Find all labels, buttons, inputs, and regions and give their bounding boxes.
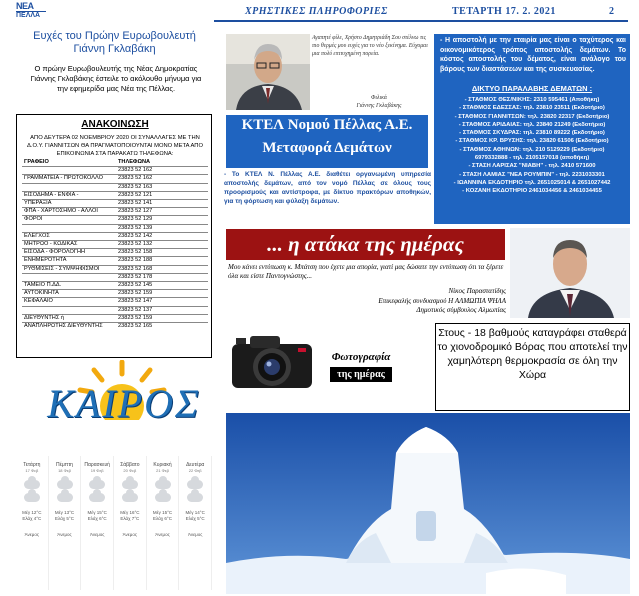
route-list-item: - ΣΤΑΣΗ ΛΑΡΙΣΑΣ "ΝΙΑΒΗ" - τηλ. 2410 571600 (468, 163, 596, 170)
wishes-body: Ο πρώην Ευρωβουλευτής της Νέας Δημοκρατίας Γιάννης Γκλαβάκης έστειλε το ακόλουθο μήνυμα για την εφημερίδα μας Νέα της Πέλλας. (30, 64, 202, 93)
phone-table-row (22, 200, 208, 208)
route-list-item: - ΣΤΑΘΜΟΣ ΑΡΙΔΑΙΑΣ: τηλ. 23840 21249 (Εκδοτήριο) (458, 121, 606, 128)
page-number: 2 (609, 6, 614, 17)
announcement-body: ΑΠΟ ΔΕΥΤΕΡΑ 02 ΝΟΕΜΒΡΙΟΥ 2020 ΟΙ ΣΥΝΑΛΛΑΓΕΣ ΜΕ ΤΗΝ Δ.Ο.Υ. ΓΙΑΝΝΙΤΣΩΝ ΘΑ ΠΡΑΓΜΑΤΟΠΟΙΟΥΝΤΑΙ ΜΟΝΟ ΜΕΤΑ ΑΠΟ ΕΠΙΚΟΙΝΩΝΙΑ ΣΤΑ ΠΑΡΑΚΑΤΩ ΤΗΛΕΦΩΝΑ: (26, 135, 204, 157)
office-cell (22, 167, 116, 175)
forecast-low: Ελάχ 6°C (153, 516, 172, 521)
forecast-temps (186, 510, 205, 522)
forecast-high: Μέγ 16°C (120, 510, 140, 515)
forecast-high: Μέγ 15°C (152, 510, 173, 515)
phone-table-row (22, 265, 208, 273)
forecast-low: Ελάχ 5°C (55, 516, 74, 521)
office-cell: ΓΡΑΜΜΑΤΕΙΑ - ΠΡΩΤΟΚΟΛΛΟ (22, 175, 116, 183)
forecast-day-date: 17 Φεβ (25, 468, 39, 473)
forecast-day (179, 456, 212, 590)
forecast-day-name: Τετάρτη (23, 462, 41, 468)
forecast-strip (16, 456, 212, 590)
forecast-day (114, 456, 147, 590)
forecast-day-name: Δευτέρα (186, 462, 205, 468)
phone-table-row (22, 241, 208, 249)
phone-cell: 23823 52 158 (116, 249, 208, 257)
route-list-item: 6979332888 - τηλ. 2105157018 (αποθήκη) (474, 155, 590, 162)
phone-table-row (22, 314, 208, 322)
forecast-low: Ελάχ 6°C (87, 516, 107, 521)
wishes-title (22, 30, 207, 56)
logo-line1: ΝΕΑ (16, 1, 34, 11)
phone-table-row (22, 306, 208, 314)
forecast-day (147, 456, 180, 590)
office-cell: ΑΝΑΠΛΗΡΩΤΗΣ ΔΙΕΥΘΥΝΤΗΣ (22, 323, 116, 331)
cloud-icon (187, 493, 203, 502)
phone-table-row (22, 167, 208, 175)
route-list-item: - ΣΤΑΘΜΟΣ ΑΘΗΝΩΝ: τηλ. 210 5129229 (Εκδοτήριο) (459, 146, 605, 153)
phone-table-row (22, 224, 208, 232)
forecast-day-name: Σάββατο (120, 462, 140, 468)
section-title: ΧΡΗΣΤΙΚΕΣ ΠΛΗΡΟΦΟΡΙΕΣ (245, 6, 388, 17)
forecast-wind-label: Άνεμος (155, 532, 170, 537)
office-cell: ΥΠΕΡΑΞΙΑ (22, 200, 116, 208)
forecast-temps (22, 510, 41, 522)
cloud-icon (187, 480, 203, 489)
forecast-day-name: Κυριακή (153, 462, 172, 468)
phone-table-row (22, 191, 208, 199)
phone-cell: 23823 52 162 (116, 167, 208, 175)
phone-cell: 23823 52 127 (116, 208, 208, 216)
phone-table-row (22, 282, 208, 290)
forecast-low: Ελάχ 4°C (22, 516, 42, 521)
forecast-high: Μέγ 13°C (54, 510, 75, 515)
office-column-header: ΓΡΑΦΕΙΟ (24, 159, 49, 165)
forecast-temps (88, 510, 107, 522)
phone-table-row (22, 323, 208, 331)
phone-cell: 23823 52 142 (116, 232, 208, 240)
phone-cell: 23823 52 159 (116, 314, 208, 322)
signature-line2: Γιάννης Γκλαβάκης (356, 103, 402, 109)
forecast-day (81, 456, 114, 590)
office-cell (22, 183, 116, 191)
route-list-item: - ΣΤΑΘΜΟΣ ΕΔΕΣΣΑΣ: τηλ. 23810 23511 (Εκδοτήριο) (459, 105, 605, 112)
phone-cell: 23823 52 132 (116, 241, 208, 249)
ktel-title: ΚΤΕΛ Νομού Πέλλας Α.Ε. (241, 117, 413, 133)
forecast-day-date: 20 Φεβ (123, 468, 137, 473)
forecast-day-name: Παρασκευή (84, 462, 110, 468)
forecast-temps (120, 510, 139, 522)
office-cell: ΑΥΤΟΚΙΝΗΤΑ (22, 290, 116, 298)
ataka-signature (300, 287, 506, 316)
office-cell: ΔΙΕΥΘΥΝΤΗΣ ή (22, 314, 116, 322)
phone-cell: 23823 52 168 (116, 265, 208, 273)
cloud-icon (24, 480, 40, 489)
office-cell: ΤΑΜΕΙΟ Π.ΔΔ. (22, 282, 116, 290)
cloud-icon (57, 493, 73, 502)
camera-icon (226, 328, 318, 392)
route-list-item: - ΣΤΑΘΜΟΣ ΚΡ. ΒΡΥΣΗΣ: τηλ. 23820 61506 (Εκδοτήριο) (455, 138, 609, 145)
forecast-day-date: 18 Φεβ (58, 468, 71, 473)
logo-line2: ΠΕΛΛΑ (16, 11, 46, 20)
phone-cell: 23823 52 163 (116, 183, 208, 191)
signature-line1: Φιλικά (371, 95, 387, 101)
newspaper-logo (16, 2, 46, 20)
route-list-item: - ΣΤΑΘΜΟΣ ΓΙΑΝΝΙΤΣΩΝ: τηλ. 23820 22317 (Εκδοτήριο) (454, 113, 610, 120)
route-list-item: - ΣΤΑΘΜΟΣ ΣΚΥΔΡΑΣ: τηλ. 23810 89222 (Εκδοτήριο) (459, 130, 605, 137)
phone-table-row (22, 175, 208, 183)
ataka-sign-role: Επικεφαλής συνδυασμού Η ΑΛΜΩΠΙΑ ΨΗΛΑ (378, 296, 506, 305)
phone-table-row (22, 257, 208, 265)
ktel-body: - Το ΚΤΕΛ Ν. Πέλλας Α.Ε. διαθέτει οργανωμένη υπηρεσία αποστολής δεμάτων, από τον νομό Πέλλας σε όλους τους προορισμούς και αντίστροφα, με δίκτυο πρακτόρων αποθηκών, για τη φόρτωση και φύλαξη δεμάτων. (224, 171, 431, 205)
office-cell: ΦΟΡΟΙ (22, 216, 116, 224)
phone-table-row (22, 249, 208, 257)
office-cell: ΦΠΑ - ΧΑΡΤΟΣΗΜΟ - ΑΛΛΟΙ (22, 208, 116, 216)
route-intro: - Η αποστολή με την εταιρία μας είναι ο ταχύτερος και οικονομικότερος τρόπος αποστολής δεμάτων. Το κόστος αποστολής του δέματος, είναι ανάλογο του βάρους των διαστάσεων και της συσκευασίας. (440, 37, 626, 73)
office-cell: ΕΛΕΓΧΟΣ (22, 232, 116, 240)
phone-cell: 23823 52 147 (116, 298, 208, 306)
cloud-icon (155, 493, 171, 502)
phone-cell: 23823 52 139 (116, 224, 208, 232)
forecast-day-date: 21 Φεβ (156, 468, 169, 473)
office-cell (22, 224, 116, 232)
forecast-day (16, 456, 49, 590)
forecast-high: Μέγ 14°C (185, 510, 205, 515)
forecast-day (49, 456, 82, 590)
forecast-wind-label: Άνεμος (24, 532, 40, 537)
ktel-subtitle: Μεταφορά Δεμάτων (262, 140, 392, 156)
forecast-temps (153, 510, 172, 522)
politician-photo (510, 228, 630, 318)
phone-table-row (22, 216, 208, 224)
phone-cell: 23823 52 162 (116, 175, 208, 183)
weather-widget (16, 360, 212, 592)
ataka-sign-office: Δημοτικός σύμβουλος Αλμωπίας (416, 306, 506, 314)
route-list-item: - ΣΤΑΘΜΟΣ ΘΕΣ/ΝΙΚΗΣ: 2310 595461 (Αποθήκη) (464, 97, 600, 103)
forecast-day-date: 19 Φεβ (90, 468, 104, 473)
phone-cell: 23823 52 188 (116, 257, 208, 265)
phone-cell: 23823 52 178 (116, 273, 208, 281)
wishes-title-line1: Ευχές του Πρώην Ευρωβουλευτή (33, 30, 196, 42)
phone-table-row (22, 298, 208, 306)
ataka-title: ... η ατάκα της ημέρας (267, 232, 464, 256)
route-list-item: - ΣΤΑΣΗ ΛΑΜΙΑΣ "ΝΕΑ ΡΟΥΜΠΙΝ" - τηλ. 2231033301 (459, 171, 605, 178)
phone-table-header (22, 159, 208, 167)
phone-cell: 23823 52 137 (116, 306, 208, 314)
forecast-wind-label: Άνεμος (122, 532, 138, 537)
announcement-title: ΑΝΑΚΟΙΝΩΣΗ (81, 119, 149, 130)
phone-column-header: ΤΗΛΕΦΩΝΑ (118, 159, 151, 165)
route-list (434, 96, 630, 196)
announcement-box (16, 114, 212, 358)
forecast-low: Ελάχ 5°C (185, 516, 205, 521)
cloud-icon (24, 493, 40, 502)
weather-title: ΚΑΙΡΟΣ (47, 381, 201, 426)
phone-table-row (22, 208, 208, 216)
office-cell (22, 306, 116, 314)
cold-record-text: Στους - 18 βαθμούς καταγράφει σταθερά το χιονοδρομικό Βόρας που αποτελεί την χαμηλότερη θερμοκρασία σε όλη την Χώρα (437, 327, 628, 381)
photo-day-subtitle: της ημέρας (330, 367, 392, 382)
phone-table-row (22, 290, 208, 298)
ataka-quote: Μου κάνει εντύπωση κ. Μπάτση που έχετε μια απορία, γιατί μας δώσατε την εντύπωση ότι τα ξέρετε όλα και είστε Παντογνώστης... (228, 263, 504, 280)
cloud-icon (122, 493, 138, 502)
snow-chapel-photo (226, 413, 630, 594)
forecast-wind-label: Άνεμος (89, 532, 105, 537)
phone-table-row (22, 273, 208, 281)
route-title: ΔΙΚΤΥΟ ΠΑΡΑΛΑΒΗΣ ΔΕΜΑΤΩΝ : (471, 84, 593, 93)
issue-date: ΤΕΤΑΡΤΗ 17. 2. 2021 (452, 6, 556, 17)
office-cell: ΕΝΗΜΕΡΟΤΗΤΑ (22, 257, 116, 265)
phone-cell: 23823 52 165 (116, 323, 208, 331)
wishes-title-line2: Γιάννη Γκλαβάκη (73, 43, 156, 55)
ataka-sign-name: Νίκος Παραστατίδης (448, 287, 506, 295)
office-cell: ΕΙΣΟΔΗΜΑ - ΕΝΦΙΑ - (22, 191, 116, 199)
phone-table (22, 159, 208, 330)
office-cell: ΚΕΦΑΛΑΙΟ (22, 298, 116, 306)
cloud-icon (89, 480, 105, 489)
glavakis-photo (226, 34, 310, 110)
greeting-quote: Αγαπητέ φίλε, Χρήστο Δημητριάδη Σου στέλνω τις πιο θερμές μου ευχές για το νέο ξεκίνημα. Εύχομαι μια πολύ επιτυχημένη πορεία. (312, 35, 428, 57)
forecast-day-date: 22 Φεβ (188, 468, 202, 473)
office-cell: ΡΥΘΜΙΣΕΙΣ - ΣΥΜΨΗΦΙΣΜΟΙ (22, 265, 116, 273)
cloud-icon (155, 480, 171, 489)
photo-day-title: Φωτογραφία (331, 351, 391, 363)
phone-cell: 23823 52 129 (116, 216, 208, 224)
forecast-day-name: Πέμπτη (56, 462, 73, 468)
cloud-icon (57, 480, 73, 489)
office-cell (22, 273, 116, 281)
forecast-high: Μέγ 12°C (22, 510, 42, 515)
cloud-icon (89, 493, 105, 502)
phone-cell: 23823 52 141 (116, 200, 208, 208)
phone-cell: 23823 52 145 (116, 282, 208, 290)
phone-cell: 23823 52 121 (116, 191, 208, 199)
phone-cell: 23823 52 159 (116, 290, 208, 298)
route-list-item: - ΙΩΑΝΝΙΝΑ ΕΚΔΟΤΗΡΙΟ τηλ. 2651025014 & 2651027442 (453, 179, 611, 186)
phone-table-row (22, 232, 208, 240)
forecast-low: Ελάχ 7°C (120, 516, 140, 521)
office-cell: ΜΗΤΡΩΟ - ΚΩΔΙΚΑΣ (22, 241, 116, 249)
greeting-signature (334, 94, 424, 110)
forecast-high: Μέγ 15°C (87, 510, 107, 515)
cloud-icon (122, 480, 138, 489)
forecast-temps (55, 510, 74, 522)
phone-table-row (22, 183, 208, 191)
header-rule (214, 20, 628, 22)
forecast-wind-label: Άνεμος (57, 532, 72, 537)
office-cell: ΕΙΣΟΔΑ - ΦΟΡΟΛΟΓΗΗ (22, 249, 116, 257)
forecast-wind-label: Άνεμος (187, 532, 203, 537)
route-list-item: - ΚΟΖΑΝΗ ΕΚΔΟΤΗΡΙΟ 2461034456 & 2461034455 (462, 188, 602, 195)
